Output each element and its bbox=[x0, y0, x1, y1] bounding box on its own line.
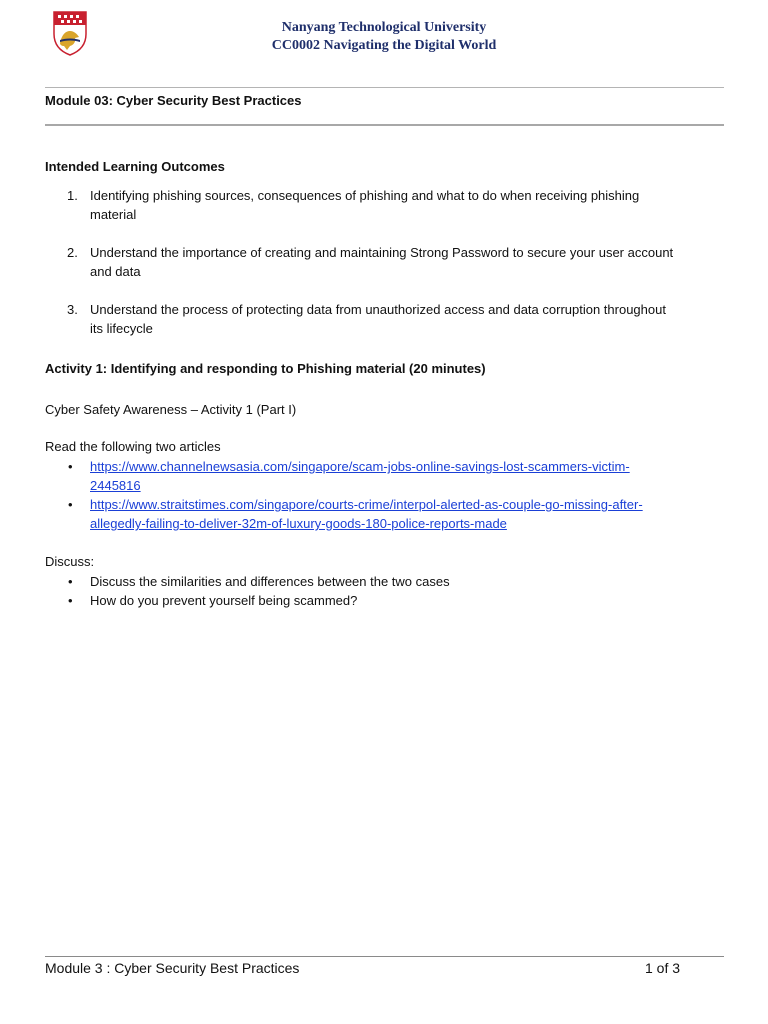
outcome-text-line: its lifecycle bbox=[90, 321, 153, 336]
course-title: CC0002 Navigating the Digital World bbox=[271, 38, 497, 53]
discuss-label: Discuss: bbox=[45, 554, 95, 569]
page-number: 1 of 3 bbox=[645, 960, 681, 976]
read-articles-intro: Read the following two articles bbox=[45, 439, 221, 454]
header-divider bbox=[45, 87, 724, 88]
discuss-item: How do you prevent yourself being scammed? bbox=[90, 593, 358, 608]
module-title-divider bbox=[45, 124, 724, 126]
module-title: Module 03: Cyber Security Best Practices bbox=[45, 93, 302, 108]
outcome-text-line: Identifying phishing sources, consequences of phishing and what to do when receiving phishing bbox=[90, 188, 640, 203]
bullet-icon: • bbox=[68, 497, 73, 512]
article-link-straitstimes[interactable]: https://www.straitstimes.com/singapore/courts-crime/interpol-alerted-as-couple-go-missing-after- bbox=[90, 497, 643, 512]
outcome-text-line: Understand the process of protecting data from unauthorized access and data corruption throughout bbox=[90, 302, 666, 317]
outcome-text-line: and data bbox=[90, 264, 141, 279]
outcome-text-line: Understand the importance of creating and maintaining Strong Password to secure your user account bbox=[90, 245, 674, 260]
article-link-cna-continued[interactable]: 2445816 bbox=[90, 478, 141, 493]
outcome-number: 2. bbox=[67, 245, 78, 260]
article-link-straitstimes-continued[interactable]: allegedly-failing-to-deliver-32m-of-luxury-goods-180-police-reports-made bbox=[90, 516, 507, 531]
discuss-item: Discuss the similarities and differences between the two cases bbox=[90, 574, 450, 589]
bullet-icon: • bbox=[68, 593, 73, 608]
learning-outcomes-heading: Intended Learning Outcomes bbox=[45, 159, 225, 174]
document-header bbox=[0, 19, 768, 55]
university-name: Nanyang Technological University bbox=[281, 20, 487, 35]
article-link-cna[interactable]: https://www.channelnewsasia.com/singapore/scam-jobs-online-savings-lost-scammers-victim- bbox=[90, 459, 630, 474]
footer-module-label: Module 3 : Cyber Security Best Practices bbox=[45, 960, 300, 976]
activity-subtitle: Cyber Safety Awareness – Activity 1 (Part I) bbox=[45, 402, 297, 417]
outcome-text-line: material bbox=[90, 207, 137, 222]
outcome-number: 1. bbox=[67, 188, 78, 203]
activity-heading: Activity 1: Identifying and responding to Phishing material (20 minutes) bbox=[45, 361, 486, 376]
footer-divider bbox=[45, 956, 724, 957]
outcome-number: 3. bbox=[67, 302, 78, 317]
bullet-icon: • bbox=[68, 459, 73, 474]
bullet-icon: • bbox=[68, 574, 73, 589]
